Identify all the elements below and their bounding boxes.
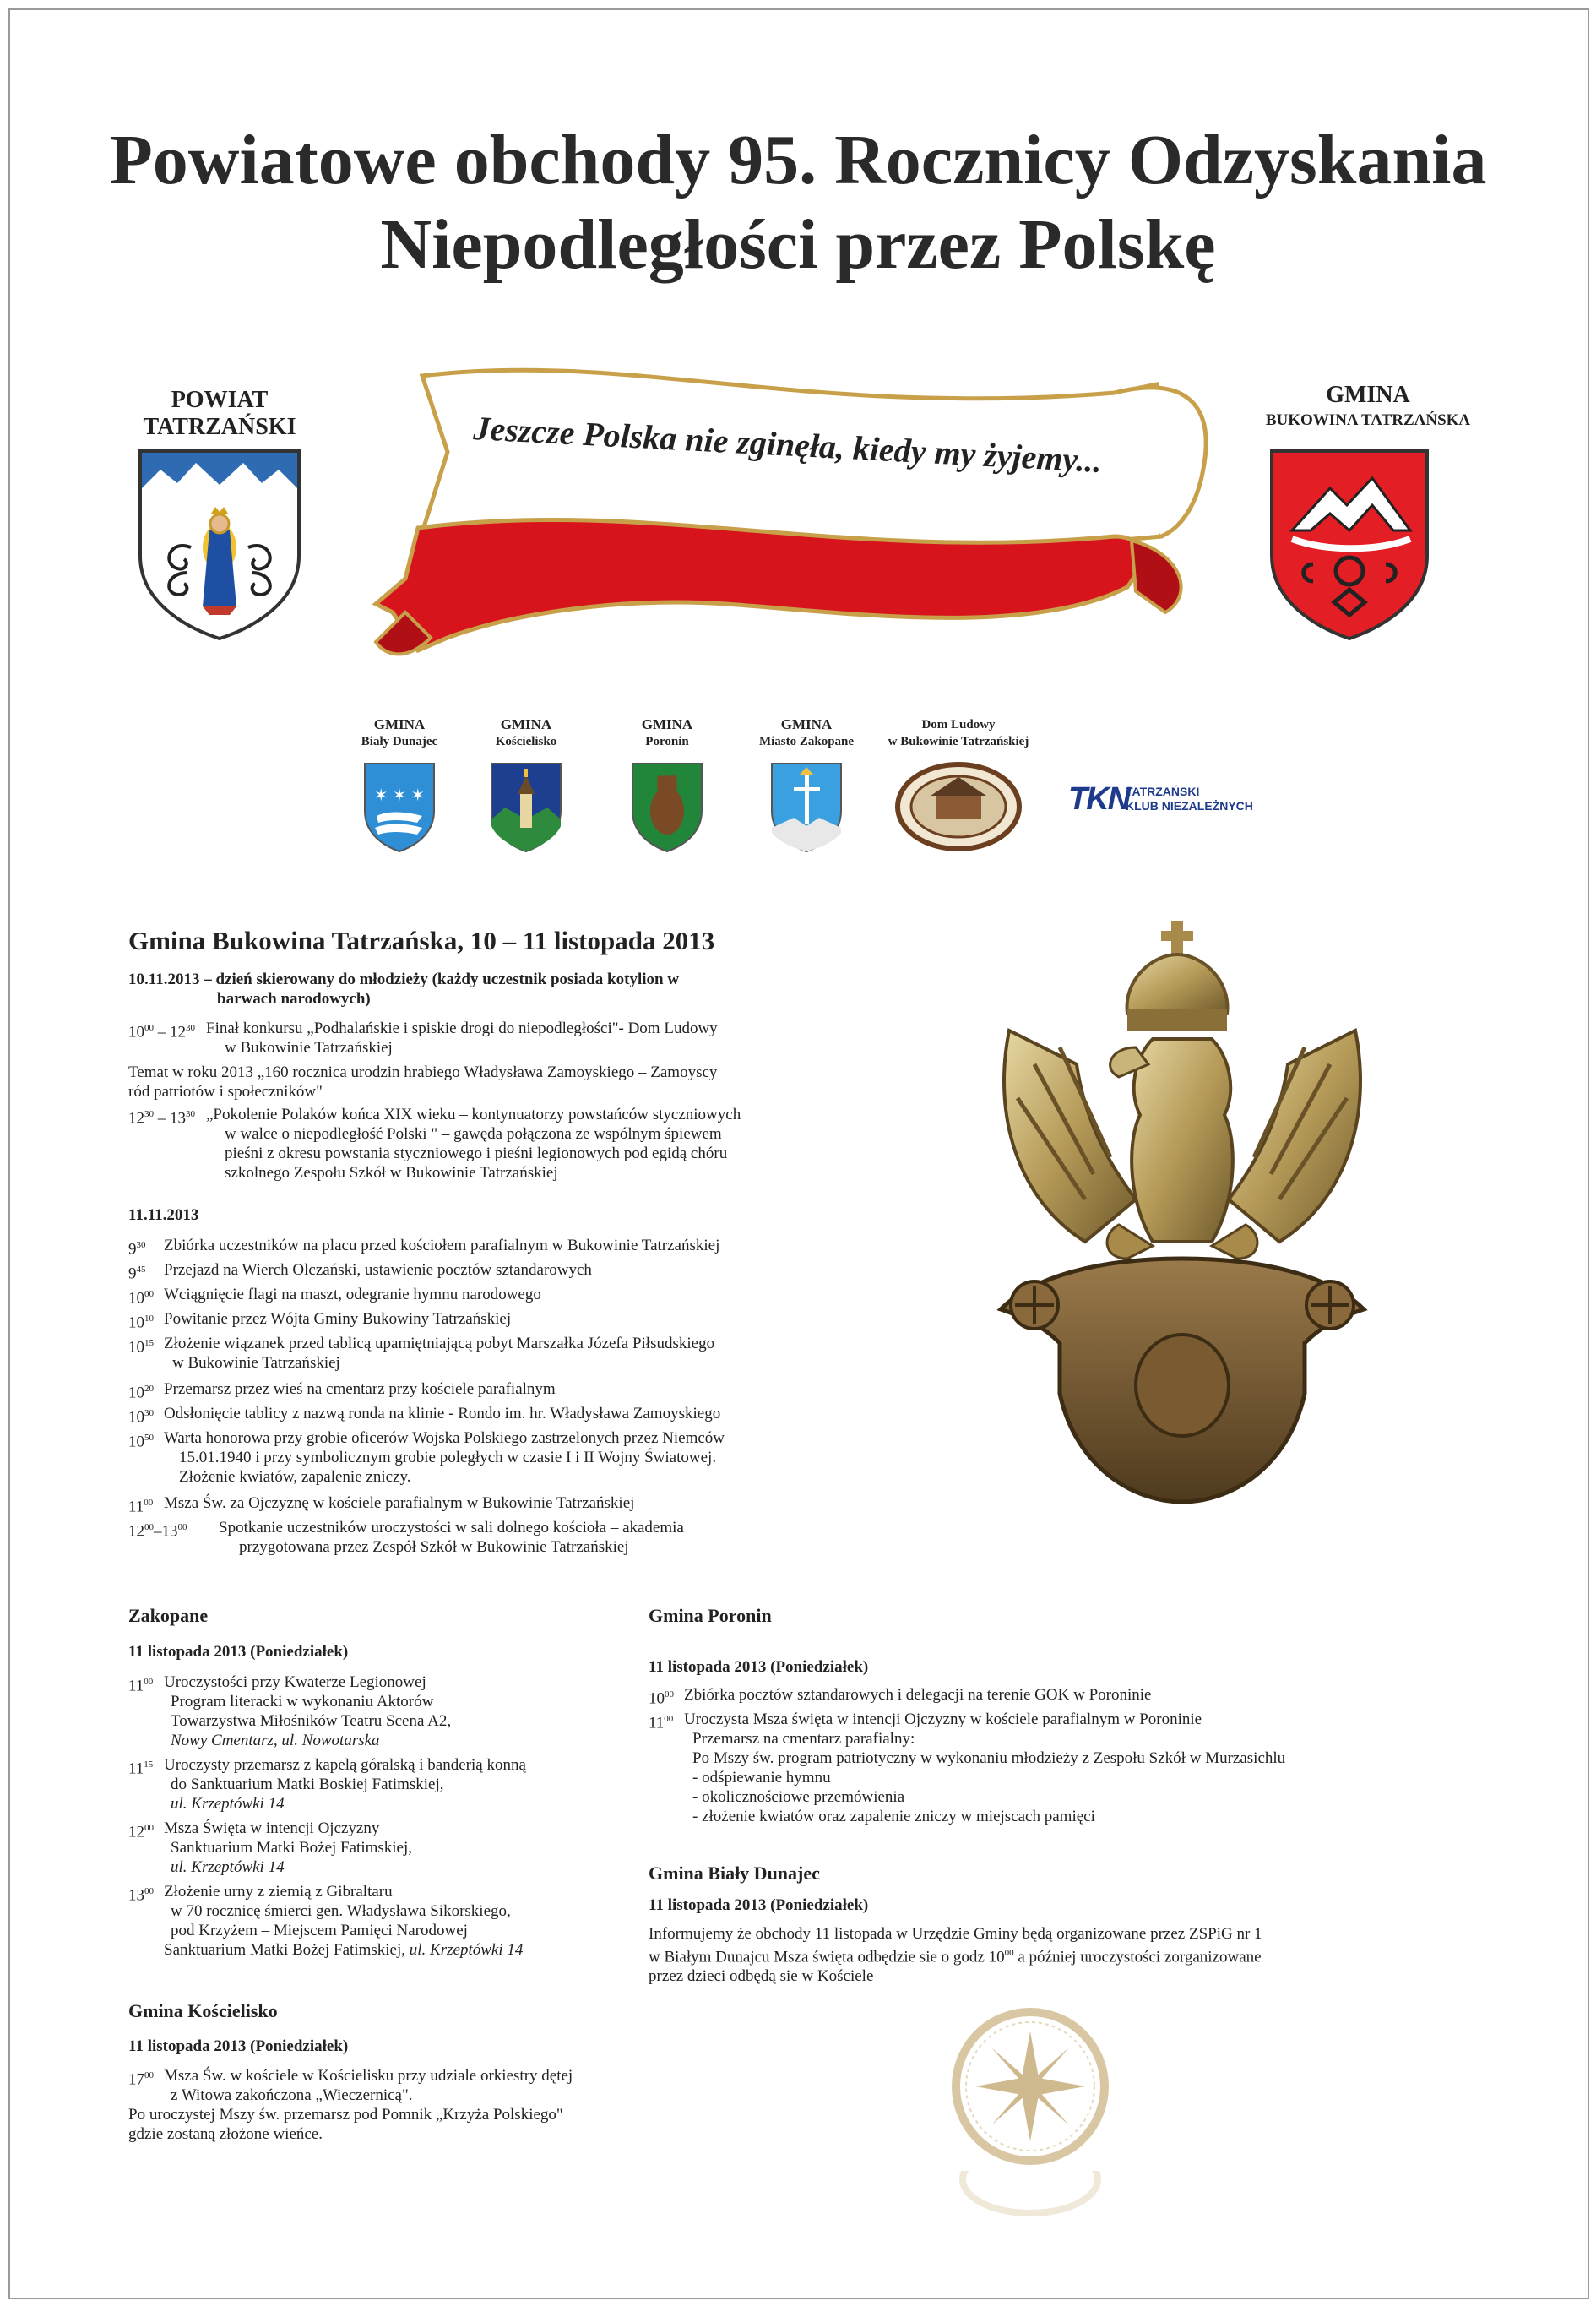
bialy-dunajec-info: Informujemy że obchody 11 listopada w Urzędzie Gminy będą organizowane przez ZSPiG nr 1 w Białym Dunajcu Msza święta odbędzie sie o godz $10^{00}$ a później uroczystości zorganizowane przez dzieci odbędą sie w Kościele — [649, 1925, 1262, 1986]
koscielisko-coat-icon — [488, 760, 564, 853]
logo-gmina-bialy-dunajec: GMINA Biały Dunajec ✶ ✶ ✶ — [345, 716, 454, 857]
military-eagle-emblem — [984, 921, 1381, 1504]
koscielisko-note: Po uroczystej Mszy św. przemarsz pod Pomnik „Krzyża Polskiego" gdzie zostaną złożone wieńce. — [128, 2106, 563, 2143]
page-title — [0, 118, 1596, 287]
koscielisko-heading: Gmina Kościelisko — [128, 2000, 278, 2021]
powiat-tatrzanski-coat-icon — [135, 446, 304, 642]
bukowina-tatrzanska-coat-icon — [1267, 446, 1432, 642]
logo-dom-ludowy: Dom Ludowy w Bukowinie Tatrzańskiej — [878, 716, 1039, 857]
ornament-reflection — [950, 2171, 1110, 2238]
logo-gmina-miasto-zakopane: GMINA Miasto Zakopane — [747, 716, 866, 857]
zakopane-date: 11 listopada 2013 (Poniedziałek) — [128, 1643, 349, 1661]
bialy-dunajec-heading: Gmina Biały Dunajec — [649, 1863, 820, 1884]
logo-gmina-koscielisko: GMINA Kościelisko — [480, 716, 573, 857]
bukowina-day2-heading: 11.11.2013 — [128, 1206, 199, 1224]
dom-ludowy-seal-icon — [895, 760, 1022, 853]
title-line-1: Powiatowe obchody 95. Rocznicy Odzyskania — [109, 121, 1487, 199]
bukowina-theme: Temat w roku 2013 „160 rocznica urodzin hrabiego Władysława Zamoyskiego – Zamoyscy ród patriotów i społeczników" — [128, 1063, 718, 1101]
bukowina-day1-heading: 10.11.2013 – dzień skierowany do młodzieży (każdy uczestnik posiada kotylion w barwach narodowych) — [128, 971, 680, 1008]
gmina-bukowina-label: GMINA BUKOWINA TATRZAŃSKA — [1265, 382, 1471, 429]
highland-rosette-ornament — [950, 2006, 1110, 2167]
poronin-heading: Gmina Poronin — [649, 1605, 772, 1626]
bukowina-heading: Gmina Bukowina Tatrzańska, 10 – 11 listopada 2013 — [128, 926, 715, 955]
zakopane-coat-icon — [768, 760, 844, 853]
logo-gmina-poronin: GMINA Poronin — [616, 716, 718, 857]
poronin-date: 11 listopada 2013 (Poniedziałek) — [649, 1658, 869, 1676]
bialy-dunajec-date: 11 listopada 2013 (Poniedziałek) — [649, 1896, 869, 1914]
bialy-dunajec-coat-icon — [361, 760, 437, 853]
svg-text:✶ ✶ ✶: ✶ ✶ ✶ — [373, 786, 426, 805]
koscielisko-date: 11 listopada 2013 (Poniedziałek) — [128, 2037, 349, 2055]
title-line-2: Niepodległości przez Polskę — [380, 205, 1216, 284]
powiat-label: POWIAT TATRZAŃSKI — [143, 387, 296, 440]
zakopane-heading: Zakopane — [128, 1605, 209, 1626]
polish-flag-banner — [372, 359, 1224, 680]
poronin-coat-icon — [629, 760, 705, 853]
banner-motto: Jeszcze Polska nie zginęła, kiedy my żyjemy... — [472, 409, 1103, 480]
